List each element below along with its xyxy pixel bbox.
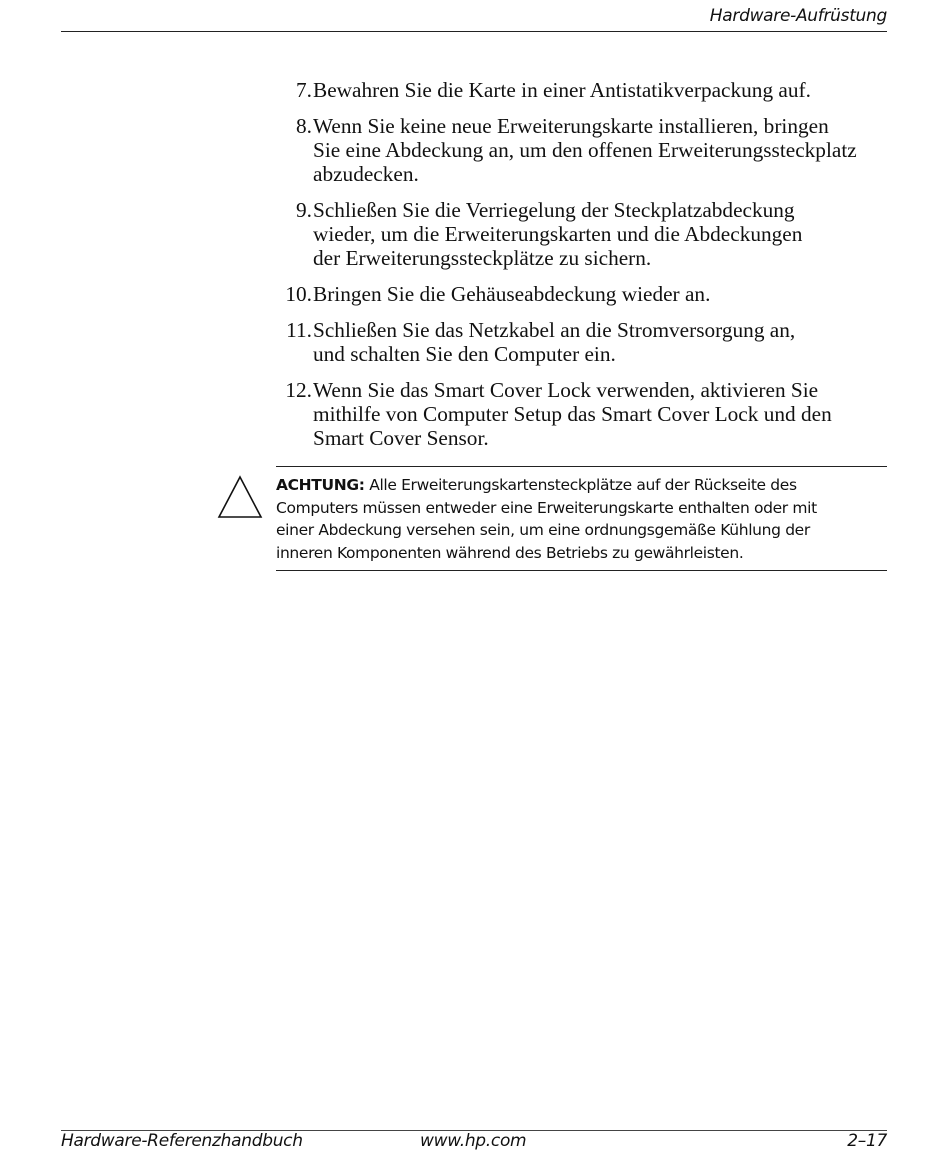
step-number: 7. bbox=[296, 78, 312, 102]
caution-label: ACHTUNG: bbox=[276, 476, 365, 494]
step-text: Schließen Sie das Netzkabel an die Stromversorgung an, und schalten Sie den Computer ein. bbox=[313, 318, 796, 366]
step-text: Schließen Sie die Verriegelung der Steckplatzabdeckung wieder, um die Erweiterungskarten und die Abdeckungen der Erweiterungssteckplätze zu sichern. bbox=[313, 198, 803, 270]
step-text: Wenn Sie das Smart Cover Lock verwenden, aktivieren Sie mithilfe von Computer Setup das Smart Cover Lock und den Smart Cover Sensor. bbox=[313, 378, 832, 450]
caution-body bbox=[276, 474, 881, 564]
list-item bbox=[270, 378, 890, 450]
list-item bbox=[270, 198, 890, 270]
step-number: 10. bbox=[285, 282, 312, 306]
step-text: Wenn Sie keine neue Erweiterungskarte installieren, bringen Sie eine Abdeckung an, um den offenen Erweiterungssteckplatz abzudecken. bbox=[313, 114, 857, 186]
step-text: Bringen Sie die Gehäuseabdeckung wieder an. bbox=[313, 282, 711, 306]
step-number: 9. bbox=[296, 198, 312, 222]
caution-bottom-divider bbox=[276, 570, 887, 571]
footer-manual-title: Hardware-Referenzhandbuch bbox=[61, 1131, 303, 1151]
steps-list bbox=[270, 78, 890, 462]
footer-url: www.hp.com bbox=[420, 1131, 527, 1151]
list-item bbox=[270, 282, 890, 306]
header-divider bbox=[61, 31, 887, 32]
step-text: Bewahren Sie die Karte in einer Antistatikverpackung auf. bbox=[313, 78, 811, 102]
step-number: 11. bbox=[286, 318, 312, 342]
caution-top-divider bbox=[276, 466, 887, 467]
footer-page-number: 2–17 bbox=[847, 1131, 887, 1151]
step-number: 12. bbox=[285, 378, 312, 402]
header-title: Hardware-Aufrüstung bbox=[709, 6, 887, 26]
list-item bbox=[270, 78, 890, 102]
list-item bbox=[270, 114, 890, 186]
caution-triangle-icon bbox=[216, 474, 264, 520]
caution-text: Alle Erweiterungskartensteckplätze auf der Rückseite des Computers müssen entweder eine Erweiterungskarte enthalten oder mit einer Abdeckung versehen sein, um eine ordnungsgemäße Kühlung der inneren Komponenten während des Betriebs zu gewährleisten. bbox=[276, 476, 817, 562]
list-item bbox=[270, 318, 890, 366]
step-number: 8. bbox=[296, 114, 312, 138]
